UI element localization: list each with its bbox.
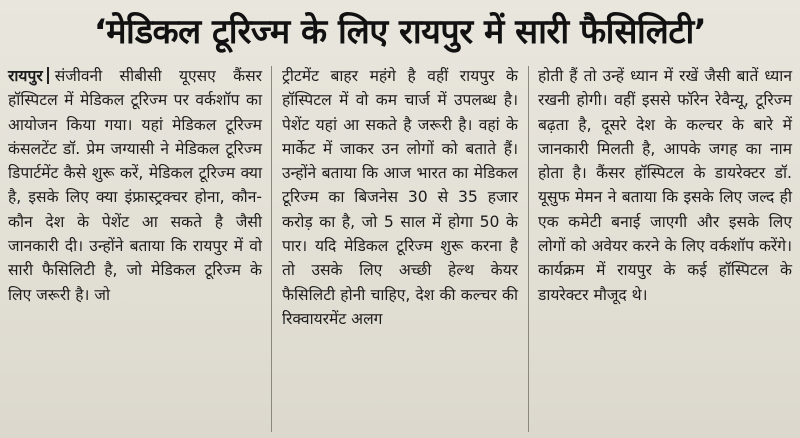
article-column-1 bbox=[8, 64, 262, 436]
article-column-3 bbox=[538, 64, 792, 436]
column-divider bbox=[528, 66, 529, 432]
dateline: रायपुर bbox=[8, 67, 43, 85]
column-3-text: होती हैं तो उन्हें ध्यान में रखें जैसी बातें ध्यान रखनी होगी। वहीं इससे फॉरेन रेवैन्यू, टूरिज्म बढ़ता है, दूसरे देश के कल्चर के बारे में जानकारी मिलती है, आपके जगह का नाम होता है। कैंसर हॉस्पिटल के डायरेक्टर डॉ. यूसुफ मेमन ने बताया कि इसके लिए जल्द ही एक कमेटी बनाई जाएगी और इसके लिए लोगों को अवेयर करने के लिए वर्कशॉप करेंगे। कार्यक्रम में रायपुर के कई हॉस्पिटल के डायरेक्टर मौजूद थे। bbox=[538, 67, 792, 304]
article-column-2 bbox=[282, 64, 518, 436]
column-1-paragraph bbox=[8, 64, 262, 307]
column-divider bbox=[271, 66, 272, 432]
column-1-text: संजीवनी सीबीसी यूएसए कैंसर हॉस्पिटल में मेडिकल टूरिज्म पर वर्कशॉप का आयोजन किया गया। यहां मेडिकल टूरिज्म कंसलटेंट डॉ. प्रेम जग्यासी ने मेडिकल टूरिज्म डिपार्टमेंट कैसे शुरू करें, मेडिकल टूरिज्म क्या है, इसके लिए क्या इंफ्रास्ट्रक्चर होना, कौन-कौन देश के पेशेंट आ सकते है जैसी जानकारी दी। उन्होंने बताया कि रायपुर में वो सारी फैसिलिटी है, जो मेडिकल टूरिज्म के लिए जरूरी है। जो bbox=[8, 67, 262, 304]
column-2-text: ट्रीटमेंट बाहर महंगे है वहीं रायपुर के हॉस्पिटल में वो कम चार्ज में उपलब्ध है। पेशेंट यहां आ सकते है जरूरी है। वहां के मार्केट में जाकर उन लोगों को बताते हैं। उन्होंने बताया कि आज भारत का मेडिकल टूरिज्म का बिजनेस 30 से 35 हजार करोड़ का है, जो 5 साल में होगा 50 के पार। यदि मेडिकल टूरिज्म शुरू करना है तो उसके लिए अच्छी हेल्थ केयर फैसिलिटी होनी चाहिए, देश की कल्चर की रिक्वायरमेंट अलग bbox=[282, 67, 518, 328]
dateline-separator bbox=[47, 67, 49, 84]
article-headline: ‘मेडिकल टूरिज्म के लिए रायपुर में सारी फैसिलिटी’ bbox=[93, 12, 707, 52]
